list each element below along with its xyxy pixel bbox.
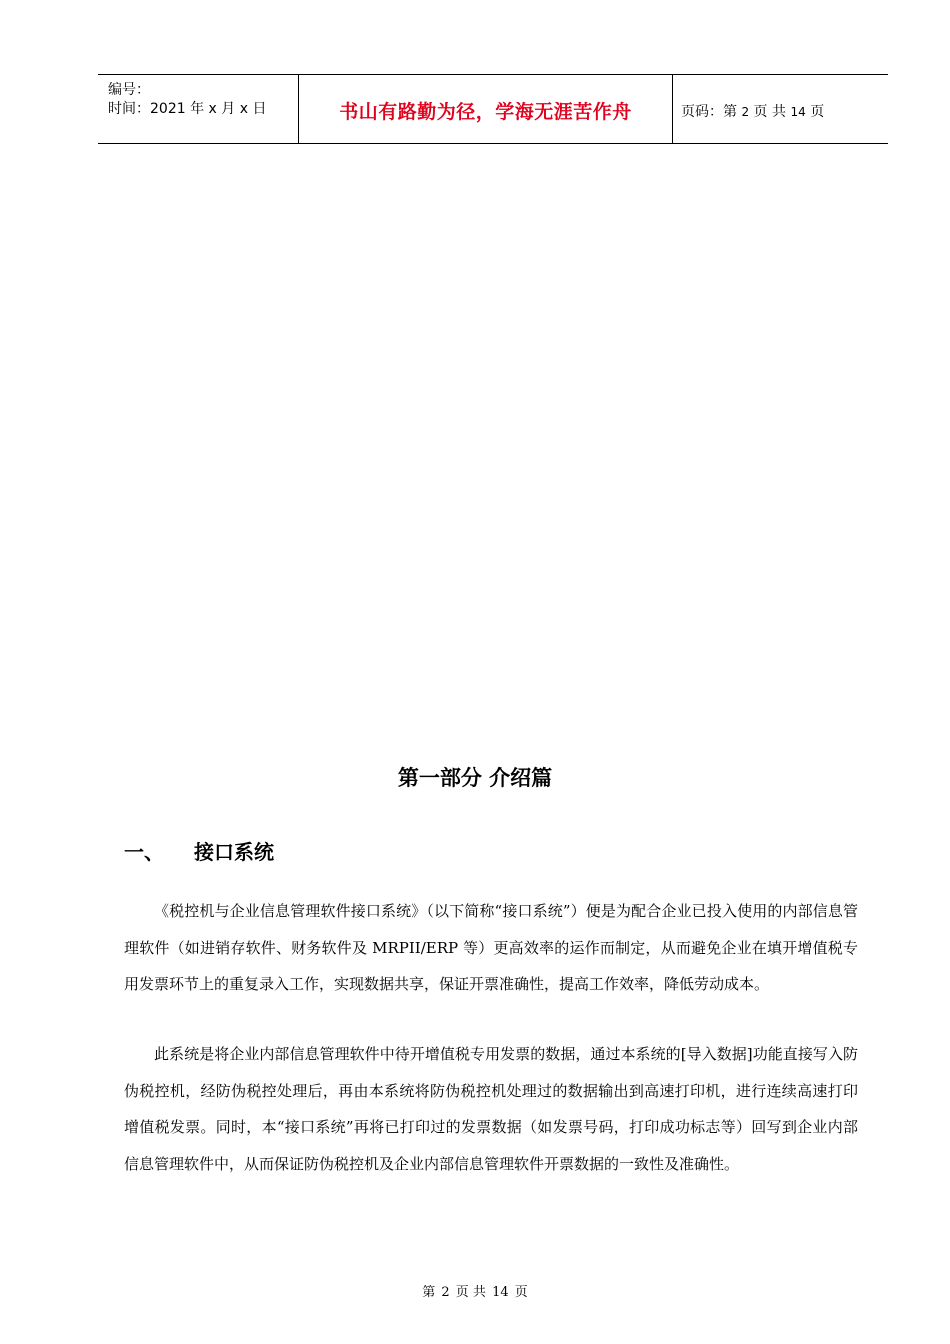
header-motto-cell [298, 75, 673, 143]
footer-page-total: 14 [492, 1285, 509, 1300]
body-paragraph-2: 此系统是将企业内部信息管理软件中待开增值税专用发票的数据，通过本系统的[导入数据]功能直接写入防伪税控机，经防伪税控处理后，再由本系统将防伪税控机处理过的数据输出到高速打印机，进行连续高速打印增值税发票。同时，本“接口系统”再将已打印过的发票数据（如发票号码，打印成功标志等）回写到企业内部信息管理软件中，从而保证防伪税控机及企业内部信息管理软件开票数据的一致性及准确性。 [124, 1045, 858, 1173]
header-page-number: 2 [741, 105, 750, 119]
page-header [98, 74, 888, 144]
part-title: 第一部分 介绍篇 [397, 766, 553, 790]
footer-suffix: 页 [514, 1285, 528, 1300]
document-number-label: 编号： [108, 82, 150, 98]
header-page-suffix: 页 [810, 104, 825, 120]
section-title: 接口系统 [194, 840, 274, 864]
section-heading [124, 836, 274, 865]
header-page-total: 14 [790, 105, 806, 119]
header-page-cell [672, 75, 888, 143]
document-date-label: 时间：2021 年 x 月 x 日 [108, 101, 267, 117]
header-meta-cell [98, 75, 298, 143]
header-motto: 书山有路勤为径，学海无涯苦作舟 [339, 101, 632, 123]
page-footer [0, 1281, 950, 1300]
body-paragraph-1: 《税控机与企业信息管理软件接口系统》（以下简称“接口系统”）便是为配合企业已投入使用的内部信息管理软件（如进销存软件、财务软件及 MRPII/ERP 等）更高效率的运作而制定，从而避免企业在填开增值税专用发票环节上的重复录入工作，实现数据共享，保证开票准确性，提高工作效率，降低劳动成本。 [124, 902, 858, 993]
footer-mid: 页 共 [455, 1285, 486, 1300]
section-index: 一、 [124, 840, 164, 864]
header-page-code [681, 101, 824, 121]
footer-prefix: 第 [422, 1285, 436, 1300]
header-page-prefix: 页码：第 [681, 104, 737, 120]
header-page-mid: 页 共 [753, 104, 786, 120]
footer-page-number: 2 [441, 1285, 450, 1300]
